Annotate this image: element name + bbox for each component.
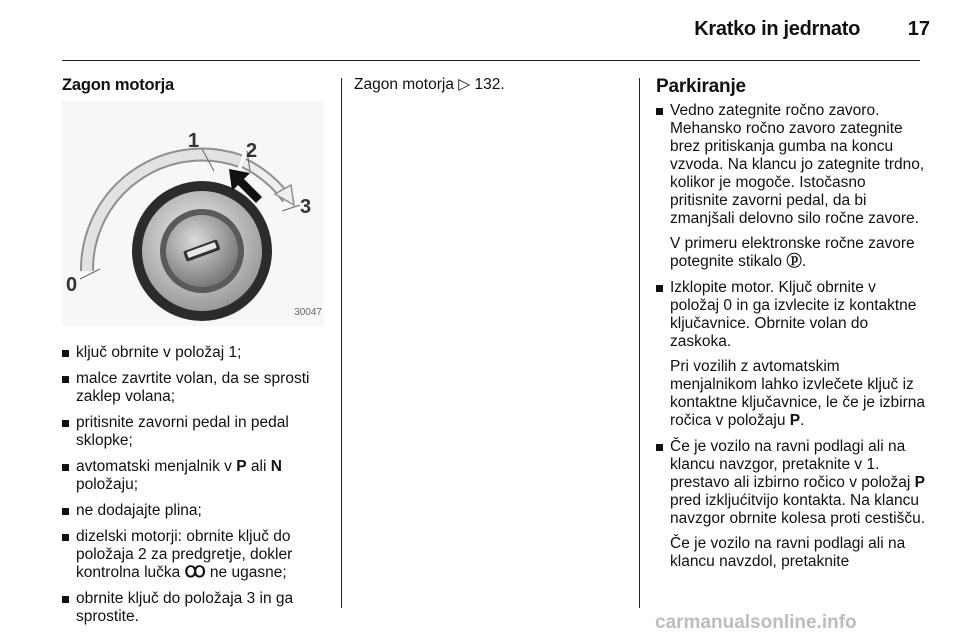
section-heading-parking: Parkiranje: [656, 76, 746, 97]
text-run: V primeru elektronske ročne zavore potegnite stikalo: [670, 235, 915, 270]
text-run: pred izkljućitvijo kontakta. Na klancu navzgor obrnite kolesa proti cestišču.: [670, 492, 926, 527]
text-run: avtomatski menjalnik v: [76, 458, 237, 475]
text-run: ne ugasne;: [205, 564, 287, 581]
figure-number: 30047: [294, 307, 322, 318]
indicator-symbol-icon: Ꝏ: [184, 564, 206, 581]
list-item: [656, 279, 926, 430]
paragraph: [670, 535, 926, 571]
text-run: Če je vozilo na ravni podlagi ali na klancu navzdol, pretaknite: [670, 535, 906, 570]
paragraph: [670, 235, 926, 271]
list-item: [62, 370, 324, 406]
figure-label-3: 3: [300, 196, 312, 218]
text-run: dizelski motorji: obrnite ključ do položaja 2 za predgretje, dokler kontrolna lučka: [76, 528, 293, 581]
text-run: ali: [246, 458, 271, 475]
column-parking: [656, 76, 926, 579]
page-number: 17: [907, 18, 930, 40]
list-item: [62, 458, 324, 494]
paragraph: [670, 438, 926, 528]
text-run: obrnite ključ do položaja 3 in ga sprostite.: [76, 590, 294, 625]
list-item: [62, 590, 324, 626]
list-item: [656, 438, 926, 571]
text-run: ne dodajajte plina;: [76, 502, 202, 519]
indicator-symbol-icon: ⓟ: [786, 253, 802, 270]
page-header-title: Kratko in jedrnato: [694, 18, 860, 40]
text-run: pritisnite zavorni pedal in pedal sklopke;: [76, 414, 289, 449]
text-run: Če je vozilo na ravni podlagi ali na klancu navzgor, pretaknite v 1. prestavo ali izbirno ročico v položaj: [670, 438, 915, 491]
list-item: [62, 344, 324, 362]
section-heading-engine-start: Zagon motorja: [62, 76, 174, 94]
bold-text: P: [236, 458, 247, 475]
text-run: Izklopite motor. Ključ obrnite v položaj 0 in ga izvlecite iz kontaktne ključavnice. Obrnite volan do zaskoka.: [670, 279, 917, 350]
reference-arrow-icon: ▷: [458, 76, 471, 93]
list-item: [62, 414, 324, 450]
cross-reference: [354, 76, 630, 94]
ignition-switch-illustration: [62, 101, 324, 326]
engine-start-steps: [62, 344, 324, 626]
list-item: [62, 502, 324, 520]
paragraph: [670, 102, 926, 228]
text-run: Vedno zategnite ročno zavoro. Mehansko ročno zavoro zategnite brez pritiskanja gumba na koncu vzvoda. Na klancu jo zategnite trdno, kolikor je mogoče. Istočasno pritisnite zavorni pedal, da bi zmanjšali delovno silo ročne zavore.: [670, 102, 925, 227]
reference-page: 132.: [474, 76, 505, 93]
header-divider: [62, 60, 920, 61]
text-run: ključ obrnite v položaj 1;: [76, 344, 242, 361]
bold-text: P: [789, 412, 801, 429]
ignition-switch-figure: [62, 101, 324, 326]
bold-text: P: [914, 474, 926, 491]
list-item: [62, 528, 324, 582]
text-run: Pri vozilih z avtomatskim menjalnikom lahko izvlečete ključ iz kontaktne ključavnice, le če je izbirna ročica v položaju: [670, 358, 926, 429]
paragraph: [670, 279, 926, 351]
list-item: [656, 102, 926, 271]
column-reference: [354, 76, 630, 94]
text-run: .: [801, 253, 807, 270]
figure-label-1: 1: [188, 130, 200, 152]
figure-label-0: 0: [66, 274, 78, 296]
watermark: carmanualsonline.info: [655, 612, 857, 633]
figure-label-2: 2: [246, 140, 258, 162]
column-divider-right: [639, 78, 640, 608]
column-divider-left: [341, 78, 342, 608]
reference-text: Zagon motorja: [354, 76, 454, 93]
paragraph: [670, 358, 926, 430]
text-run: položaju;: [76, 476, 139, 493]
bold-text: N: [270, 458, 282, 475]
text-run: malce zavrtite volan, da se sprosti zaklep volana;: [76, 370, 310, 405]
column-engine-start: [62, 76, 324, 634]
text-run: .: [800, 412, 805, 429]
parking-steps: [656, 102, 926, 571]
